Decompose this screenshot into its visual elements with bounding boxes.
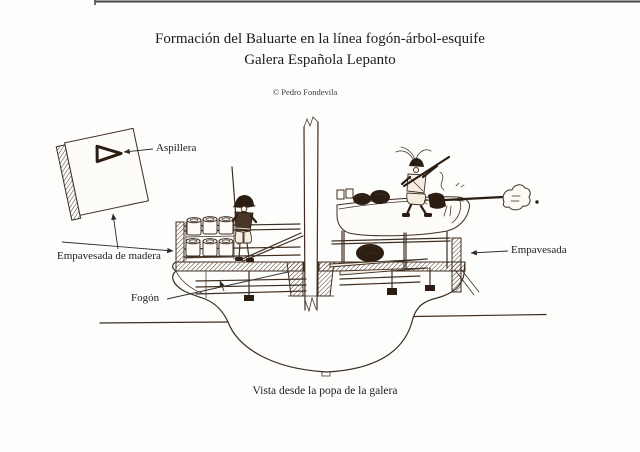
label-empavesada-de-madera: Empavesada de madera xyxy=(57,250,161,262)
projectile-dot xyxy=(535,200,538,203)
scan-edge-line xyxy=(95,0,640,5)
copyright-notice: © Pedro Fondevila xyxy=(272,87,338,97)
coiled-rope xyxy=(356,244,384,262)
label-aspillera: Aspillera xyxy=(156,142,197,154)
mast-drawing xyxy=(304,117,318,311)
deck-structure-drawing xyxy=(176,262,465,301)
waterline xyxy=(100,315,546,324)
figure-caption: Vista desde la popa de la galera xyxy=(252,385,398,397)
page-subtitle: Galera Española Lepanto xyxy=(244,52,396,68)
page-title: Formación del Baluarte en la línea fogón-árbol-esquife xyxy=(155,31,485,47)
wooden-pavesade-panel-drawing xyxy=(56,128,149,220)
muzzle-smoke-cloud xyxy=(503,185,530,210)
label-fogon: Fogón xyxy=(131,292,160,304)
label-empavesada: Empavesada xyxy=(511,244,567,256)
